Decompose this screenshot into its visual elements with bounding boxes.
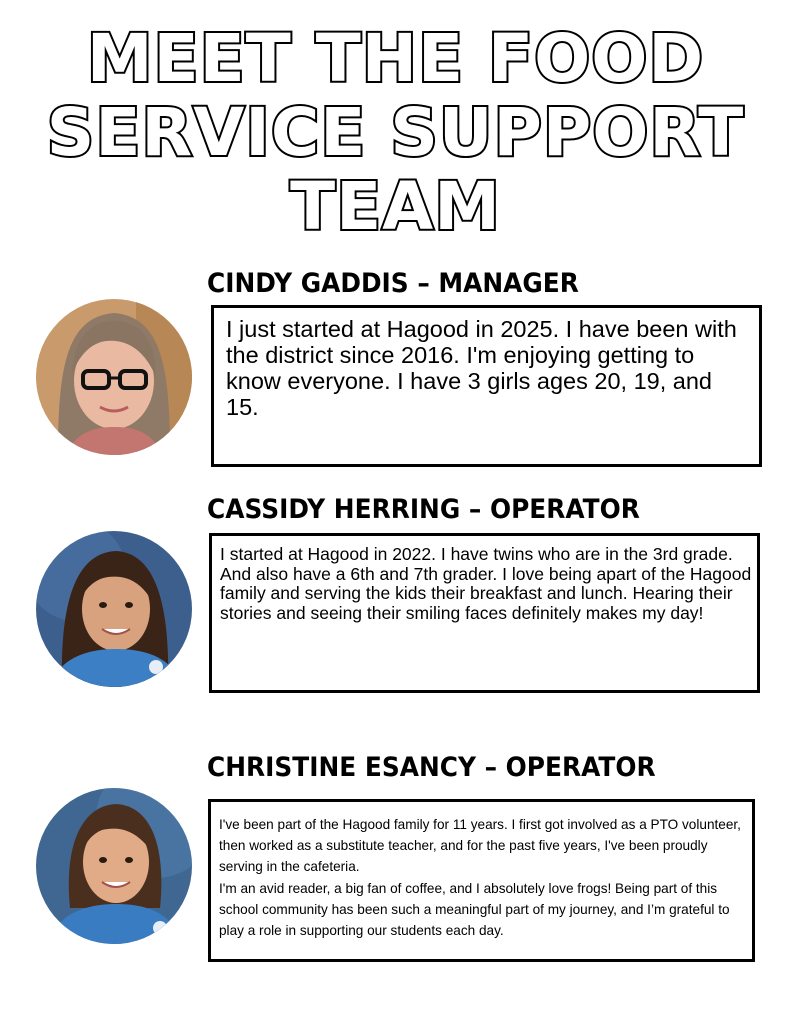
member-photo-cindy	[36, 299, 192, 455]
title-line-2: SERVICE SUPPORT	[46, 94, 745, 171]
portrait-icon	[36, 299, 192, 455]
bio-text: I just started at Hagood in 2025. I have been with the district since 2016. I'm enjoying getting to know everyone. I have 3 girls ages 20, 19, and 15.	[226, 316, 737, 420]
member-bio-cindy	[211, 305, 762, 467]
bio-text-paragraph-2: I'm an avid reader, a big fan of coffee, and I absolutely love frogs! Being part of this school community has been such a meaningful part of my journey, and I’m grateful to play a role in supporting our students each day.	[219, 880, 730, 939]
member-bio-cassidy	[209, 533, 760, 693]
member-name-cindy: CINDY GADDIS – MANAGER	[207, 268, 579, 299]
member-name-christine: CHRISTINE ESANCY – OPERATOR	[207, 752, 656, 783]
portrait-icon	[36, 531, 192, 687]
portrait-icon	[36, 788, 192, 944]
member-photo-cassidy	[36, 531, 192, 687]
title-line-3: TEAM	[290, 168, 501, 245]
title-line-1: MEET THE FOOD	[86, 20, 705, 97]
member-bio-christine	[208, 799, 755, 962]
member-photo-christine	[36, 788, 192, 944]
bio-text: I started at Hagood in 2022. I have twins who are in the 3rd grade. And also have a 6th and 7th grader. I love being apart of the Hagood family and serving the kids their breakfast and lunch. Hearing their stories and seeing their smiling faces definitely makes my day!	[220, 544, 752, 623]
member-name-cassidy: CASSIDY HERRING – OPERATOR	[207, 494, 640, 525]
page-title	[0, 22, 791, 244]
bio-text-paragraph-1: I've been part of the Hagood family for 11 years. I first got involved as a PTO volunteer, then worked as a substitute teacher, and for the past five years, I've been proudly serving in the cafeteria.	[219, 817, 741, 875]
